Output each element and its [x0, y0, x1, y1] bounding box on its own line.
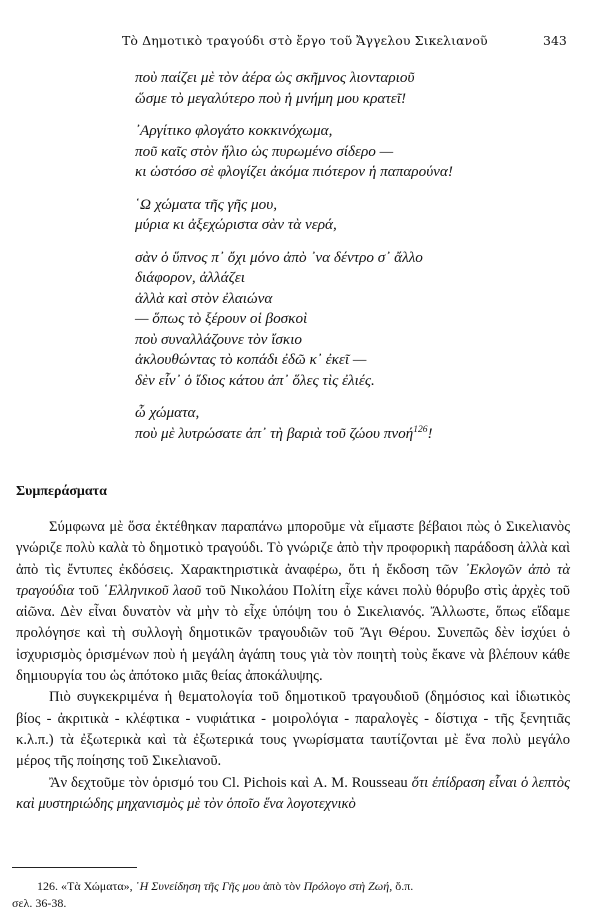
footnote: [12, 878, 582, 912]
footnote-book-title: Πρόλογο στὴ Ζωή: [303, 879, 390, 893]
poem-line: ῾Ω χώματα τῆς γῆς μου,: [135, 195, 277, 213]
section-heading: Συμπεράσματα: [16, 484, 107, 499]
poem-line: δὲν εἶν᾿ ὁ ἴδιος κάτου ἀπ᾿ ὅλες τὶς ἐλιές.: [135, 371, 375, 389]
poem-line: ᾿Αργίτικο φλογάτο κοκκινόχωμα,: [135, 122, 333, 139]
paragraph-text: Ἂν δεχτοῦμε τὸν ὁρισμό του Cl. Pichois καὶ A. M. Rousseau: [49, 774, 412, 791]
paragraph: [16, 517, 570, 687]
poem-line: ποὺ παίζει μὲ τὸν ἀέρα ὡς σκῆμνος λιονταριοῦ: [135, 69, 415, 86]
poem-line: σὰν ὁ ὕπνος π᾿ ὄχι μόνο ἀπὸ ᾿να δέντρο σ᾿ ἄλλο: [135, 248, 423, 266]
paragraph: Πιὸ συγκεκριμένα ἡ θεματολογία τοῦ δημοτικοῦ τραγουδιοῦ (δημόσιος καὶ ἰδιωτικὸς βίος - ἀκριτικὰ - κλέφτικα - νυφιάτικα - μοιρολόγια - παραλογὲς - δίστιχα - τῆς ξενητιᾶς κ.λ.π.) τὰ ἐξωτερικὰ καὶ τὰ ἐξωτερικά τους γνωρίσματα ταυτίζονται μὲ ἕνα πολὺ μεγάλο μέρος τῆς ποίησης τοῦ Σικελιανοῦ.: [16, 689, 570, 770]
page-number: 343: [543, 33, 567, 48]
quoted-definition: ὅτι ἐπίδραση εἶναι ὁ λεπτὸς καὶ μυστηριώδης μηχανισμὸς μὲ τὸν ὁποῖο ἕνα λογοτεχνικὸ: [16, 774, 570, 812]
footnote-line: [12, 878, 582, 895]
poem-line: — ὅπως τὸ ξέρουν οἱ βοσκοὶ: [135, 310, 308, 327]
poem-stanza: [135, 121, 453, 183]
paragraph-text: τοῦ: [74, 582, 104, 599]
poem-line: ὦ χώματα,: [135, 404, 200, 421]
footnote-number: 126.: [37, 879, 58, 893]
poem-line: ὥσμε τὸ μεγαλύτερο ποὺ ἡ μνήμη μου κρατεῖ!: [135, 89, 407, 107]
footnote-text: «Τὰ Χώματα»,: [58, 879, 136, 893]
running-header-title: Τὸ Δημοτικὸ τραγούδι στὸ ἔργο τοῦ Ἄγγελου Σικελιανοῦ: [122, 33, 488, 48]
footnote-text: , ὅ.π.: [389, 879, 414, 893]
footnote-divider: [12, 867, 137, 868]
poem-line: [135, 424, 453, 445]
poem-line: διάφορον, ἀλλάζει: [135, 269, 245, 286]
poem-stanza: [135, 403, 453, 444]
poem-stanza: [135, 195, 453, 236]
footnote-text: ἀπὸ τὸν: [260, 879, 304, 893]
book-title: ᾿Εκλογῶν ἀπὸ τὰ τραγούδια: [16, 561, 570, 599]
footnote-book-title: ῾Η Συνείδηση τῆς Γῆς μου: [135, 879, 261, 893]
poem-excerpt: [135, 68, 453, 444]
poem-line-text: ποὺ μὲ λυτρώσατε ἀπ᾿ τὴ βαριὰ τοῦ ζώου πνοή: [135, 424, 414, 442]
poem-stanza: [135, 248, 453, 392]
poem-line: ποῦ καῖς στὸν ἥλιο ὡς πυρωμένο σίδερο —: [135, 142, 394, 160]
body-text: [16, 517, 570, 815]
poem-line: ἀλλὰ καὶ στὸν ἐλαιώνα: [135, 289, 273, 307]
poem-line: ἀκλουθώντας τὸ κοπάδι ἐδῶ κ᾿ ἐκεῖ —: [135, 351, 367, 368]
poem-line: κι ὡστόσο σὲ φλογίζει ἀκόμα πιότερον ἡ παπαρούνα!: [135, 163, 453, 180]
poem-end-punctuation: !: [427, 424, 433, 442]
poem-line: ποὺ συναλλάζουνε τὸν ἴσκιο: [135, 330, 303, 348]
poem-line: μύρια κι ἀξεχώριστα σὰν τὰ νερά,: [135, 216, 337, 233]
paragraph-text: τοῦ Νικολάου Πολίτη εἶχε κάνει πολὺ θόρυβο στὶς ἀρχὲς τοῦ αἰῶνα. Δὲν εἶναι δυνατὸν νὰ μὴν τὸ εἶχε ὑπόψη του ὁ Σικελιανός. Ἄλλωστε, ὅπως εἴδαμε προλόγησε καὶ τὴ συλλογὴ δημοτικῶν τραγουδιῶν τοῦ Ἄγι Θέρου. Συνεπῶς δὲν ἰσχύει ὁ ἰσχυρισμὸς ὁρισμένων ποὺ ἡ μεγάλη ἀγάπη τους γιὰ τὸν ποιητὴ τοὺς ἔκανε νὰ βλέπουν κάθε δημιουργία του ὡς ἀπότοκο μιᾶς θείας ἀποκάλυψης.: [16, 582, 571, 685]
book-title: ῾Ελληνικοῦ λαοῦ: [103, 582, 202, 599]
footnote-reference[interactable]: 126: [413, 424, 428, 435]
paragraph: [16, 773, 570, 816]
paragraph-text: Σύμφωνα μὲ ὅσα ἐκτέθηκαν παραπάνω μποροῦμε νὰ εἴμαστε βέβαιοι πὼς ὁ Σικελιανὸς γνώριζε πολὺ καλὰ τὸ δημοτικὸ τραγούδι. Τὸ γνώριζε ἀπὸ τὴν προφορικὴ παράδοση ἀλλὰ καὶ ἀπὸ τὶς ἔντυπες ἐκδόσεις. Χαρακτηριστικὰ ἀναφέρω, ὅτι ἡ ἔκδοση τῶν: [16, 519, 570, 578]
footnote-pages: σελ. 36-38.: [12, 896, 67, 910]
poem-stanza: [135, 68, 453, 109]
